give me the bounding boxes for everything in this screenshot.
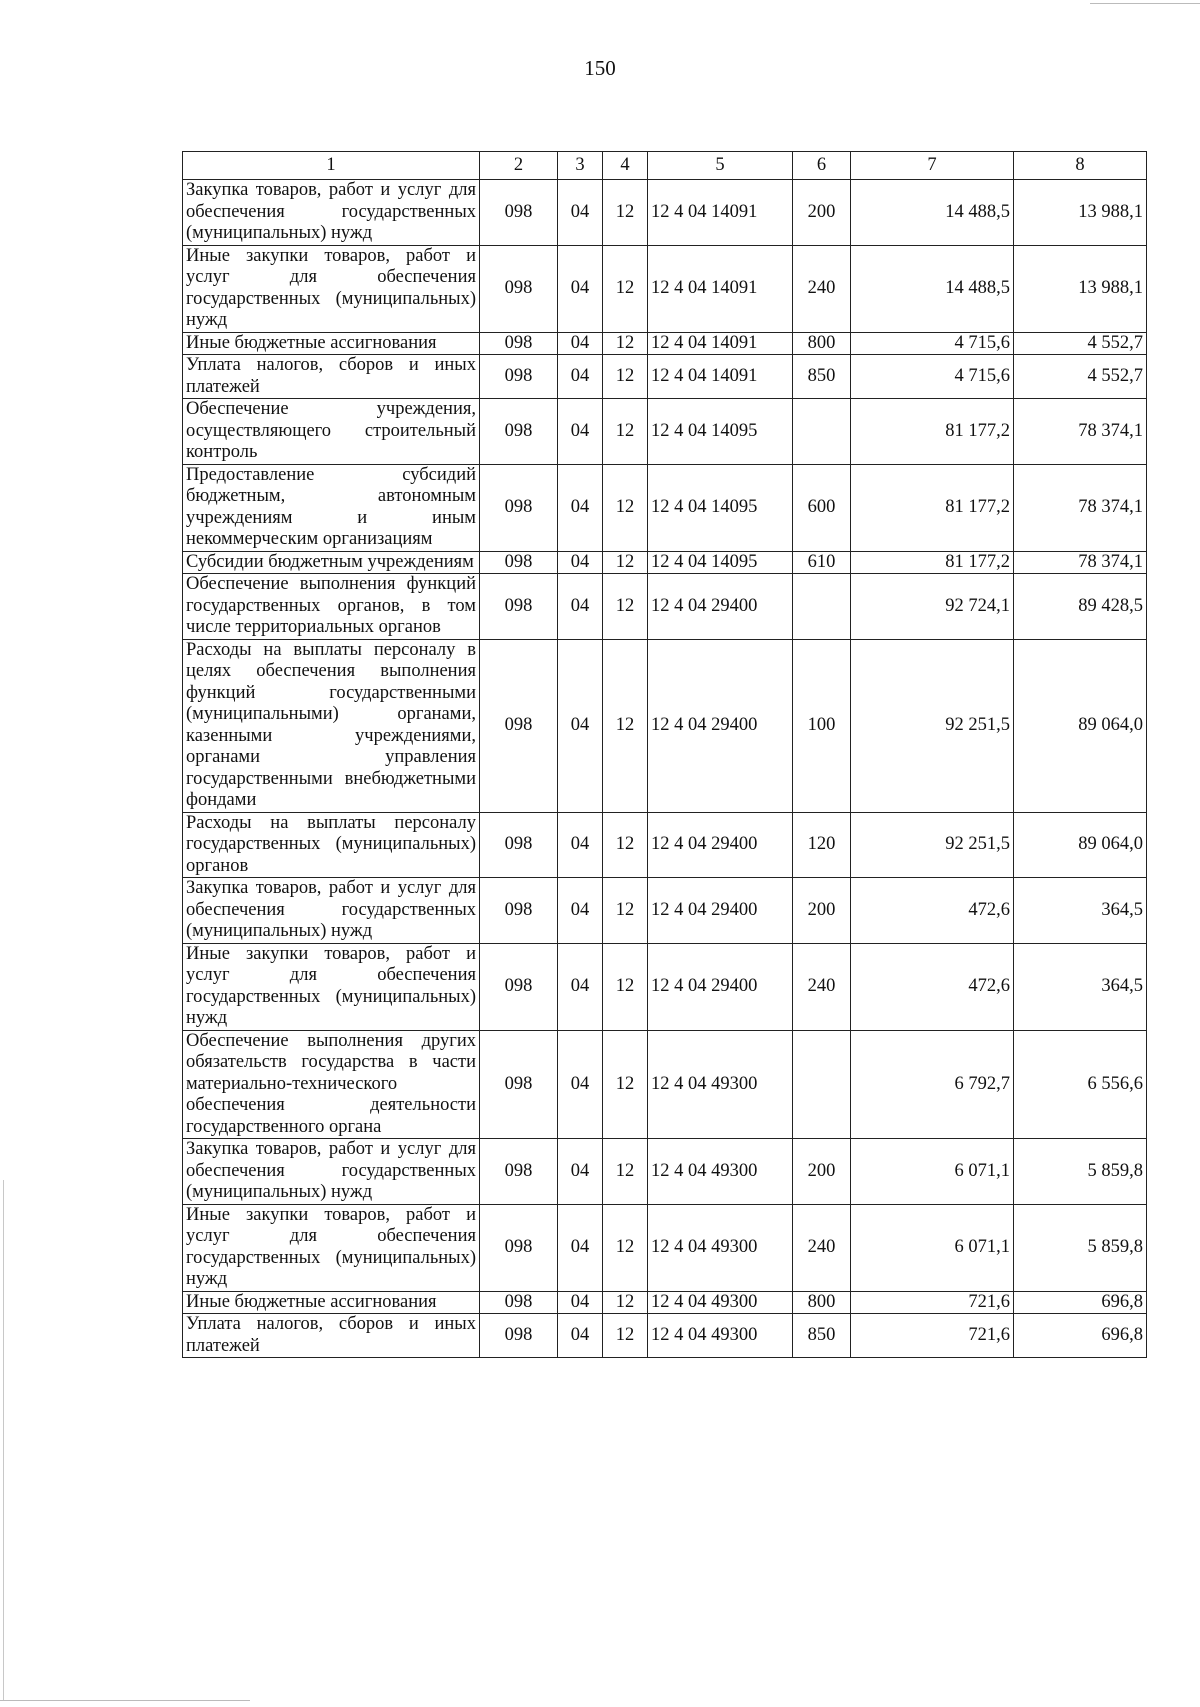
target-article-code: 12 4 04 49300 <box>648 1314 793 1358</box>
section-code: 04 <box>558 639 603 812</box>
expense-type-code: 240 <box>793 1204 851 1291</box>
expense-type-code: 600 <box>793 464 851 551</box>
amount-col7: 721,6 <box>851 1291 1014 1314</box>
page-number: 150 <box>584 56 616 80</box>
subsection-code: 12 <box>603 551 648 574</box>
expense-name: Уплата налогов, сборов и иных платежей <box>183 1314 480 1358</box>
expense-name: Иные бюджетные ассигнования <box>183 332 480 355</box>
section-code: 04 <box>558 574 603 640</box>
amount-col7: 14 488,5 <box>851 180 1014 246</box>
amount-col8: 89 064,0 <box>1014 639 1147 812</box>
ministry-code: 098 <box>480 180 558 246</box>
amount-col8: 13 988,1 <box>1014 180 1147 246</box>
amount-col8: 5 859,8 <box>1014 1204 1147 1291</box>
amount-col8: 5 859,8 <box>1014 1139 1147 1205</box>
ministry-code: 098 <box>480 332 558 355</box>
section-code: 04 <box>558 1291 603 1314</box>
budget-table <box>182 151 1147 1358</box>
subsection-code: 12 <box>603 180 648 246</box>
amount-col7: 721,6 <box>851 1314 1014 1358</box>
amount-col7: 6 792,7 <box>851 1030 1014 1139</box>
table-row <box>183 551 1147 574</box>
section-code: 04 <box>558 464 603 551</box>
expense-type-code: 120 <box>793 812 851 878</box>
ministry-code: 098 <box>480 1291 558 1314</box>
column-header: 3 <box>558 152 603 180</box>
target-article-code: 12 4 04 29400 <box>648 639 793 812</box>
ministry-code: 098 <box>480 639 558 812</box>
subsection-code: 12 <box>603 1204 648 1291</box>
amount-col8: 89 428,5 <box>1014 574 1147 640</box>
section-code: 04 <box>558 1139 603 1205</box>
expense-name: Обеспечение учреждения, осуществляющего строительный контроль <box>183 399 480 465</box>
column-header: 4 <box>603 152 648 180</box>
target-article-code: 12 4 04 29400 <box>648 574 793 640</box>
section-code: 04 <box>558 399 603 465</box>
expense-type-code: 200 <box>793 180 851 246</box>
target-article-code: 12 4 04 49300 <box>648 1030 793 1139</box>
table-row <box>183 464 1147 551</box>
section-code: 04 <box>558 812 603 878</box>
expense-name: Закупка товаров, работ и услуг для обеспечения государственных (муниципальных) нужд <box>183 1139 480 1205</box>
table-row <box>183 180 1147 246</box>
table-row <box>183 1030 1147 1139</box>
table-row <box>183 399 1147 465</box>
expense-type-code: 850 <box>793 1314 851 1358</box>
subsection-code: 12 <box>603 355 648 399</box>
section-code: 04 <box>558 332 603 355</box>
expense-type-code: 240 <box>793 245 851 332</box>
column-header: 2 <box>480 152 558 180</box>
subsection-code: 12 <box>603 1030 648 1139</box>
amount-col8: 78 374,1 <box>1014 551 1147 574</box>
amount-col8: 4 552,7 <box>1014 355 1147 399</box>
amount-col8: 4 552,7 <box>1014 332 1147 355</box>
table-row <box>183 1204 1147 1291</box>
amount-col7: 81 177,2 <box>851 464 1014 551</box>
column-header: 5 <box>648 152 793 180</box>
subsection-code: 12 <box>603 812 648 878</box>
amount-col8: 696,8 <box>1014 1314 1147 1358</box>
amount-col7: 14 488,5 <box>851 245 1014 332</box>
expense-name: Иные закупки товаров, работ и услуг для обеспечения государственных (муниципальных) нужд <box>183 245 480 332</box>
expense-type-code: 850 <box>793 355 851 399</box>
target-article-code: 12 4 04 14091 <box>648 245 793 332</box>
expense-type-code: 240 <box>793 943 851 1030</box>
column-header: 8 <box>1014 152 1147 180</box>
amount-col8: 364,5 <box>1014 878 1147 944</box>
target-article-code: 12 4 04 14091 <box>648 180 793 246</box>
subsection-code: 12 <box>603 639 648 812</box>
expense-name: Закупка товаров, работ и услуг для обеспечения государственных (муниципальных) нужд <box>183 878 480 944</box>
amount-col7: 6 071,1 <box>851 1139 1014 1205</box>
amount-col7: 81 177,2 <box>851 551 1014 574</box>
expense-name: Иные бюджетные ассигнования <box>183 1291 480 1314</box>
subsection-code: 12 <box>603 399 648 465</box>
ministry-code: 098 <box>480 1139 558 1205</box>
column-header: 1 <box>183 152 480 180</box>
expense-type-code: 800 <box>793 332 851 355</box>
subsection-code: 12 <box>603 1139 648 1205</box>
subsection-code: 12 <box>603 878 648 944</box>
amount-col8: 6 556,6 <box>1014 1030 1147 1139</box>
table-row <box>183 332 1147 355</box>
ministry-code: 098 <box>480 355 558 399</box>
amount-col8: 696,8 <box>1014 1291 1147 1314</box>
expense-name: Предоставление субсидий бюджетным, автономным учреждениям и иным некоммерческим организациям <box>183 464 480 551</box>
section-code: 04 <box>558 943 603 1030</box>
section-code: 04 <box>558 355 603 399</box>
scan-edge-bottom <box>0 1700 250 1701</box>
ministry-code: 098 <box>480 464 558 551</box>
amount-col7: 472,6 <box>851 878 1014 944</box>
subsection-code: 12 <box>603 245 648 332</box>
target-article-code: 12 4 04 29400 <box>648 943 793 1030</box>
subsection-code: 12 <box>603 1291 648 1314</box>
table-row <box>183 245 1147 332</box>
table-row <box>183 943 1147 1030</box>
ministry-code: 098 <box>480 399 558 465</box>
subsection-code: 12 <box>603 943 648 1030</box>
ministry-code: 098 <box>480 574 558 640</box>
subsection-code: 12 <box>603 332 648 355</box>
amount-col7: 92 724,1 <box>851 574 1014 640</box>
ministry-code: 098 <box>480 943 558 1030</box>
section-code: 04 <box>558 878 603 944</box>
section-code: 04 <box>558 245 603 332</box>
table-row <box>183 355 1147 399</box>
expense-type-code: 200 <box>793 878 851 944</box>
expense-name: Иные закупки товаров, работ и услуг для обеспечения государственных (муниципальных) нужд <box>183 943 480 1030</box>
section-code: 04 <box>558 1030 603 1139</box>
expense-type-code: 200 <box>793 1139 851 1205</box>
subsection-code: 12 <box>603 574 648 640</box>
ministry-code: 098 <box>480 245 558 332</box>
target-article-code: 12 4 04 14095 <box>648 399 793 465</box>
amount-col7: 92 251,5 <box>851 639 1014 812</box>
subsection-code: 12 <box>603 1314 648 1358</box>
section-code: 04 <box>558 180 603 246</box>
target-article-code: 12 4 04 14095 <box>648 551 793 574</box>
ministry-code: 098 <box>480 1314 558 1358</box>
table-header-row <box>183 152 1147 180</box>
section-code: 04 <box>558 1314 603 1358</box>
amount-col7: 4 715,6 <box>851 332 1014 355</box>
target-article-code: 12 4 04 14095 <box>648 464 793 551</box>
table-row <box>183 878 1147 944</box>
table-row <box>183 639 1147 812</box>
target-article-code: 12 4 04 29400 <box>648 812 793 878</box>
target-article-code: 12 4 04 49300 <box>648 1139 793 1205</box>
expense-type-code: 100 <box>793 639 851 812</box>
expense-type-code <box>793 399 851 465</box>
table-row <box>183 1139 1147 1205</box>
expense-name: Обеспечение выполнения других обязательств государства в части материально-технического обеспечения деятельности государственного органа <box>183 1030 480 1139</box>
amount-col7: 6 071,1 <box>851 1204 1014 1291</box>
expense-type-code: 610 <box>793 551 851 574</box>
expense-name: Расходы на выплаты персоналу государственных (муниципальных) органов <box>183 812 480 878</box>
expense-name: Иные закупки товаров, работ и услуг для обеспечения государственных (муниципальных) нужд <box>183 1204 480 1291</box>
subsection-code: 12 <box>603 464 648 551</box>
target-article-code: 12 4 04 14091 <box>648 355 793 399</box>
amount-col7: 472,6 <box>851 943 1014 1030</box>
column-header: 6 <box>793 152 851 180</box>
target-article-code: 12 4 04 29400 <box>648 878 793 944</box>
expense-name: Субсидии бюджетным учреждениям <box>183 551 480 574</box>
amount-col8: 89 064,0 <box>1014 812 1147 878</box>
amount-col7: 4 715,6 <box>851 355 1014 399</box>
ministry-code: 098 <box>480 1030 558 1139</box>
expense-name: Уплата налогов, сборов и иных платежей <box>183 355 480 399</box>
expense-name: Обеспечение выполнения функций государственных органов, в том числе территориальных органов <box>183 574 480 640</box>
amount-col8: 364,5 <box>1014 943 1147 1030</box>
amount-col7: 92 251,5 <box>851 812 1014 878</box>
target-article-code: 12 4 04 49300 <box>648 1204 793 1291</box>
expense-type-code <box>793 1030 851 1139</box>
scan-edge-left <box>3 1180 4 1700</box>
amount-col8: 13 988,1 <box>1014 245 1147 332</box>
amount-col8: 78 374,1 <box>1014 399 1147 465</box>
section-code: 04 <box>558 1204 603 1291</box>
amount-col8: 78 374,1 <box>1014 464 1147 551</box>
column-header: 7 <box>851 152 1014 180</box>
ministry-code: 098 <box>480 878 558 944</box>
target-article-code: 12 4 04 14091 <box>648 332 793 355</box>
table-row <box>183 812 1147 878</box>
table-row <box>183 574 1147 640</box>
ministry-code: 098 <box>480 812 558 878</box>
expense-name: Закупка товаров, работ и услуг для обеспечения государственных (муниципальных) нужд <box>183 180 480 246</box>
ministry-code: 098 <box>480 551 558 574</box>
expense-name: Расходы на выплаты персоналу в целях обеспечения выполнения функций государственными (муниципальными) органами, казенными учреждениями, органами управления государственными внебюджетными фондами <box>183 639 480 812</box>
target-article-code: 12 4 04 49300 <box>648 1291 793 1314</box>
table-row <box>183 1314 1147 1358</box>
table-row <box>183 1291 1147 1314</box>
amount-col7: 81 177,2 <box>851 399 1014 465</box>
scan-edge-top <box>1090 3 1200 4</box>
section-code: 04 <box>558 551 603 574</box>
expense-type-code <box>793 574 851 640</box>
expense-type-code: 800 <box>793 1291 851 1314</box>
ministry-code: 098 <box>480 1204 558 1291</box>
